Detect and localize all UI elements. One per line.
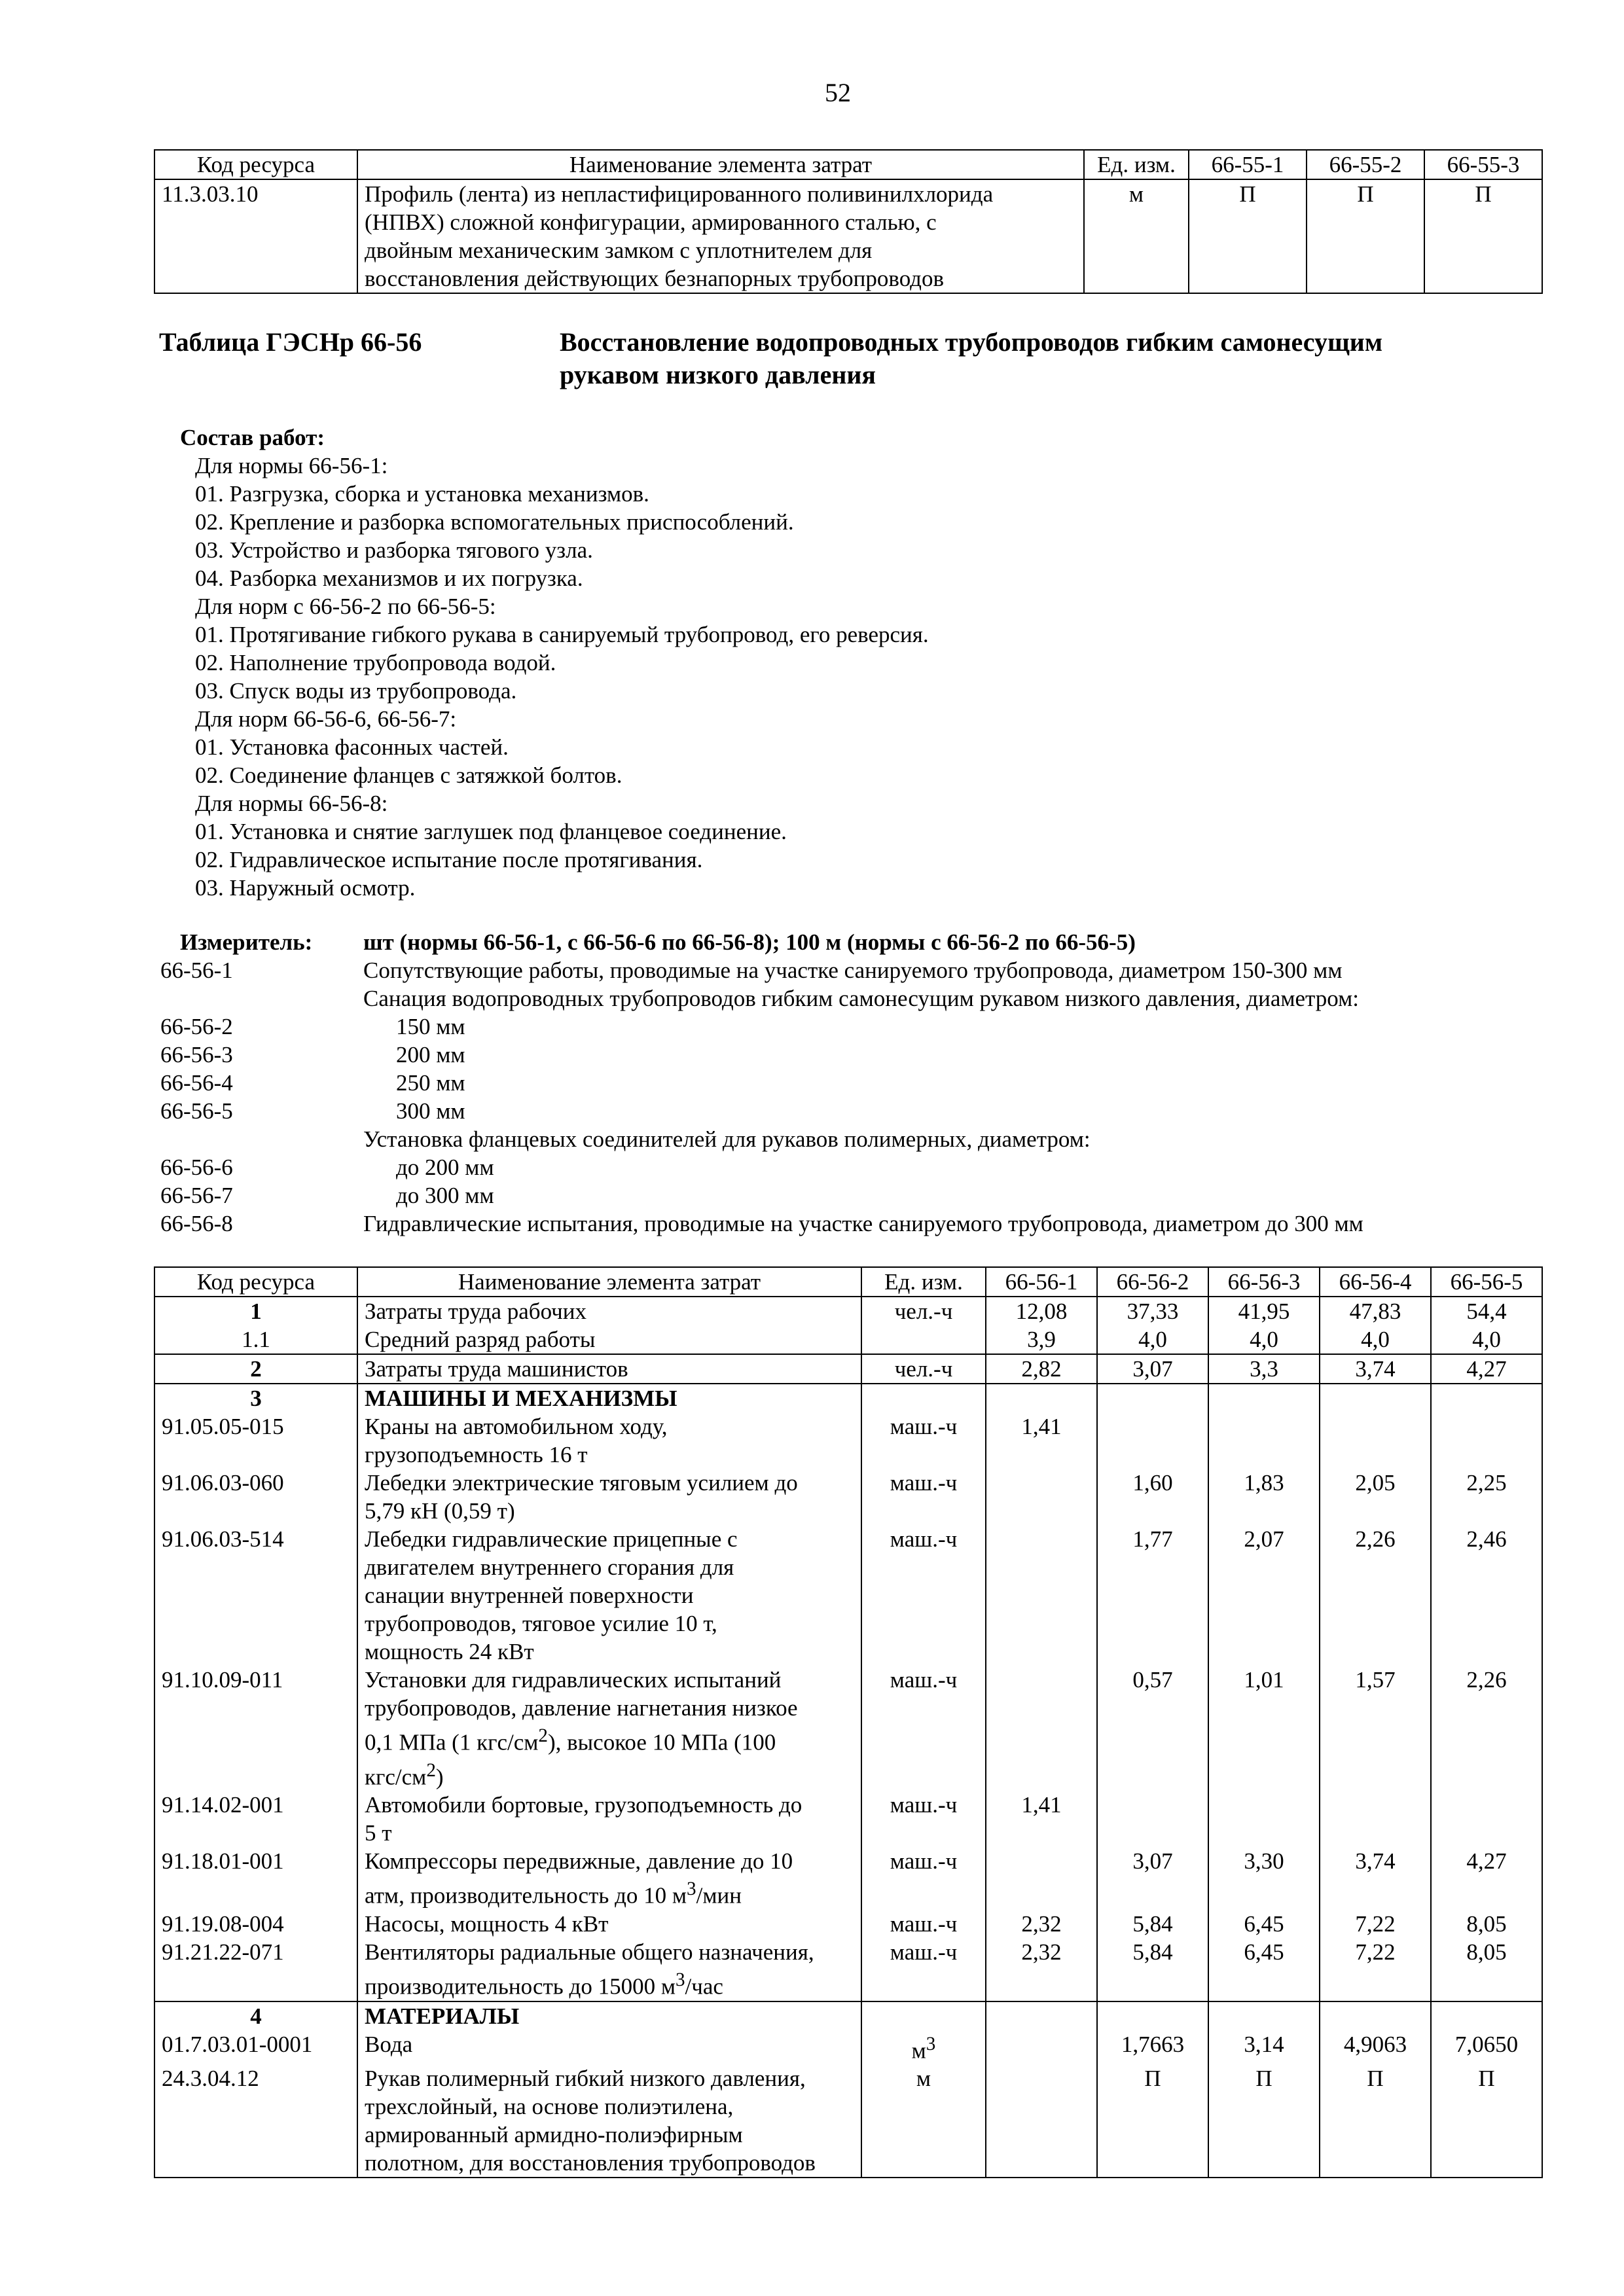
table-cell xyxy=(1208,2001,1320,2030)
table-cell xyxy=(986,1384,1097,1412)
table-cell: 3,30 xyxy=(1208,1847,1320,1910)
table-cell: 0,57 xyxy=(1097,1666,1208,1791)
table-cell: 4,0 xyxy=(1208,1325,1320,1354)
table-row xyxy=(154,2030,1542,2065)
norm-row: 66-56-1 Сопутствующие работы, проводимые на участке санируемого трубопровода, диаметром 150-300 мм xyxy=(160,958,1343,983)
table-cell: 2,82 xyxy=(986,1354,1097,1384)
table-cell: 2,25 xyxy=(1431,1469,1542,1525)
section-row xyxy=(154,1384,1542,1412)
table-cell: 1,77 xyxy=(1097,1525,1208,1666)
table-cell: П xyxy=(1097,2064,1208,2178)
table-cell: 91.06.03-060 xyxy=(154,1469,357,1525)
table-header-row xyxy=(154,1267,1542,1297)
table-cell: П xyxy=(1320,2064,1431,2178)
table-cell: Затраты труда машинистов xyxy=(357,1354,861,1384)
table-cell: 12,08 xyxy=(986,1297,1097,1325)
table-cell: 1,83 xyxy=(1208,1469,1320,1525)
table-cell: маш.-ч xyxy=(861,1910,986,1938)
table-cell: м xyxy=(861,2064,986,2178)
table-cell: 91.21.22-071 xyxy=(154,1938,357,2001)
table-cell: МАТЕРИАЛЫ xyxy=(357,2001,861,2030)
table-cell xyxy=(861,1384,986,1412)
list-item: 01. Протягивание гибкого рукава в санируемый трубопровод, его реверсия. xyxy=(195,622,929,647)
list-item: 03. Спуск воды из трубопровода. xyxy=(195,678,517,704)
table-cell xyxy=(1320,1791,1431,1847)
table-cell: 91.18.01-001 xyxy=(154,1847,357,1910)
table-cell: 1,41 xyxy=(986,1791,1097,1847)
table-cell: 4,0 xyxy=(1431,1325,1542,1354)
table-cell: 47,83 xyxy=(1320,1297,1431,1325)
unit: м xyxy=(1084,179,1189,293)
table-cell: Вода xyxy=(357,2030,861,2065)
work-heading: Состав работ: xyxy=(180,425,325,450)
table-cell xyxy=(861,2001,986,2030)
table-cell: 3 xyxy=(154,1384,357,1412)
table-cell: 1.1 xyxy=(154,1325,357,1354)
table-cell: 1 xyxy=(154,1297,357,1325)
table-cell: 3,07 xyxy=(1097,1354,1208,1384)
table-cell xyxy=(1097,1791,1208,1847)
continuation-table xyxy=(154,149,1543,294)
table-cell xyxy=(986,2030,1097,2065)
table-cell: Лебедки гидравлические прицепные с двигателем внутреннего сгорания для санации внутренней поверхности трубопроводов, тяговое усилие 10 т, мощность 24 кВт xyxy=(357,1525,861,1666)
table-cell: 7,22 xyxy=(1320,1910,1431,1938)
value: П xyxy=(1307,179,1424,293)
table-cell: 4,0 xyxy=(1097,1325,1208,1354)
table-cell xyxy=(1208,1384,1320,1412)
table-cell: 2 xyxy=(154,1354,357,1384)
table-cell: 2,46 xyxy=(1431,1525,1542,1666)
table-cell xyxy=(986,2064,1097,2178)
table-cell: 24.3.04.12 xyxy=(154,2064,357,2178)
table-cell: 1,7663 xyxy=(1097,2030,1208,2065)
header-name: Наименование элемента затрат xyxy=(357,150,1084,179)
table-cell: 01.7.03.01-0001 xyxy=(154,2030,357,2065)
table-cell xyxy=(1320,2001,1431,2030)
table-row xyxy=(154,1938,1542,2001)
list-item: 02. Гидравлическое испытание после протягивания. xyxy=(195,847,703,872)
work-list xyxy=(195,452,929,902)
list-item: 03. Устройство и разборка тягового узла. xyxy=(195,537,593,563)
table-cell: маш.-ч xyxy=(861,1412,986,1469)
norm-row: 66-56-8 Гидравлические испытания, проводимые на участке санируемого трубопровода, диаметром до 300 мм xyxy=(160,1211,1363,1236)
table-cell: маш.-ч xyxy=(861,1525,986,1666)
norm-row: 66-56-6 до 200 мм xyxy=(160,1155,494,1180)
table-cell: 91.10.09-011 xyxy=(154,1666,357,1791)
list-item: 02. Соединение фланцев с затяжкой болтов. xyxy=(195,762,623,788)
table-cell: 4,27 xyxy=(1431,1847,1542,1910)
table-cell xyxy=(861,1325,986,1354)
table-cell: 2,26 xyxy=(1320,1525,1431,1666)
list-item: Для нормы 66-56-8: xyxy=(195,791,388,816)
table-cell xyxy=(1431,1791,1542,1847)
table-cell xyxy=(986,1525,1097,1666)
table-cell: 4,0 xyxy=(1320,1325,1431,1354)
table-cell xyxy=(1208,1791,1320,1847)
norm-row: 66-56-5 300 мм xyxy=(160,1098,465,1124)
table-cell xyxy=(1097,2001,1208,2030)
meter-label: Измеритель: xyxy=(180,929,313,955)
header-col: 66-56-1 xyxy=(986,1267,1097,1297)
norm-row: Санация водопроводных трубопроводов гибким самонесущим рукавом низкого давления, диаметром: xyxy=(363,986,1359,1011)
table-cell: 91.19.08-004 xyxy=(154,1910,357,1938)
header-col: 66-55-3 xyxy=(1424,150,1542,179)
norm-row: 66-56-4 250 мм xyxy=(160,1070,465,1096)
table-cell: 3,9 xyxy=(986,1325,1097,1354)
table-cell: 41,95 xyxy=(1208,1297,1320,1325)
table-title: Восстановление водопроводных трубопроводов гибким самонесущим рукавом низкого давления xyxy=(560,327,1383,389)
table-cell: маш.-ч xyxy=(861,1938,986,2001)
table-cell: 54,4 xyxy=(1431,1297,1542,1325)
table-cell: 8,05 xyxy=(1431,1910,1542,1938)
table-cell: 6,45 xyxy=(1208,1938,1320,2001)
table-row xyxy=(154,1791,1542,1847)
table-cell: П xyxy=(1208,2064,1320,2178)
norm-row: 66-56-7 до 300 мм xyxy=(160,1183,494,1208)
value: П xyxy=(1189,179,1307,293)
table-cell xyxy=(1097,1384,1208,1412)
header-col: 66-55-2 xyxy=(1307,150,1424,179)
table-cell: 4,27 xyxy=(1431,1354,1542,1384)
table-cell: 2,07 xyxy=(1208,1525,1320,1666)
table-cell: маш.-ч xyxy=(861,1847,986,1910)
table-row xyxy=(154,1354,1542,1384)
table-cell xyxy=(1431,2001,1542,2030)
table-cell: 91.14.02-001 xyxy=(154,1791,357,1847)
table-cell xyxy=(1431,1384,1542,1412)
table-cell: 7,22 xyxy=(1320,1938,1431,2001)
section-row xyxy=(154,2001,1542,2030)
table-cell: МАШИНЫ И МЕХАНИЗМЫ xyxy=(357,1384,861,1412)
table-cell: 37,33 xyxy=(1097,1297,1208,1325)
table-cell: 91.05.05-015 xyxy=(154,1412,357,1469)
table-cell: маш.-ч xyxy=(861,1791,986,1847)
header-unit: Ед. изм. xyxy=(1084,150,1189,179)
table-cell: 91.06.03-514 xyxy=(154,1525,357,1666)
header-col: 66-56-4 xyxy=(1320,1267,1431,1297)
table-cell: 2,32 xyxy=(986,1910,1097,1938)
norm-row: 66-56-2 150 мм xyxy=(160,1014,465,1039)
table-cell: Компрессоры передвижные, давление до 10 атм, производительность до 10 $м^3$/мин xyxy=(357,1847,861,1910)
header-code: Код ресурса xyxy=(154,1267,357,1297)
resource-name: Профиль (лента) из непластифицированного поливинилхлорида (НПВХ) сложной конфигурации, армированного сталью, с двойным механическим замком с уплотнителем для восстановления действующих безнапорных трубопроводов xyxy=(357,179,1084,293)
table-cell: Краны на автомобильном ходу, грузоподъемность 16 т xyxy=(357,1412,861,1469)
table-cell: 5,84 xyxy=(1097,1910,1208,1938)
resource-table xyxy=(154,1266,1543,2178)
table-row xyxy=(154,1666,1542,1791)
table-cell xyxy=(1208,1412,1320,1469)
table-cell: $м^3$ xyxy=(861,2030,986,2065)
table-cell xyxy=(986,2001,1097,2030)
table-cell: Затраты труда рабочих xyxy=(357,1297,861,1325)
list-item: Для норм 66-56-6, 66-56-7: xyxy=(195,706,457,732)
table-cell: 1,41 xyxy=(986,1412,1097,1469)
header-col: 66-56-5 xyxy=(1431,1267,1542,1297)
table-cell xyxy=(1097,1412,1208,1469)
table-cell: 6,45 xyxy=(1208,1910,1320,1938)
list-item: 04. Разборка механизмов и их погрузка. xyxy=(195,565,583,591)
norm-list xyxy=(160,956,1542,1238)
table-cell: 1,60 xyxy=(1097,1469,1208,1525)
list-item: 02. Крепление и разборка вспомогательных приспособлений. xyxy=(195,509,794,535)
table-cell: Рукав полимерный гибкий низкого давления, трехслойный, на основе полиэтилена, армированный армидно-полиэфирным полотном, для восстановления трубопроводов xyxy=(357,2064,861,2178)
table-cell: 3,3 xyxy=(1208,1354,1320,1384)
table-cell: 2,26 xyxy=(1431,1666,1542,1791)
table-row xyxy=(154,1910,1542,1938)
table-row xyxy=(154,1325,1542,1354)
header-code: Код ресурса xyxy=(154,150,357,179)
table-header-row xyxy=(154,150,1542,179)
table-cell: 4 xyxy=(154,2001,357,2030)
table-cell: маш.-ч xyxy=(861,1469,986,1525)
list-item: 01. Установка и снятие заглушек под фланцевое соединение. xyxy=(195,819,787,844)
table-cell: чел.-ч xyxy=(861,1297,986,1325)
table-cell: 7,0650 xyxy=(1431,2030,1542,2065)
table-cell xyxy=(1431,1412,1542,1469)
meter-text: шт (нормы 66-56-1, с 66-56-6 по 66-56-8); 100 м (нормы с 66-56-2 по 66-56-5) xyxy=(363,929,1136,955)
table-cell: Вентиляторы радиальные общего назначения, производительность до 15000 $м^3$/час xyxy=(357,1938,861,2001)
table-cell: 5,84 xyxy=(1097,1938,1208,2001)
table-row xyxy=(154,1412,1542,1469)
table-row xyxy=(154,2064,1542,2178)
table-cell xyxy=(986,1666,1097,1791)
table-cell: 2,32 xyxy=(986,1938,1097,2001)
table-cell: маш.-ч xyxy=(861,1666,986,1791)
list-item: 03. Наружный осмотр. xyxy=(195,875,416,901)
table-row xyxy=(154,1525,1542,1666)
norm-row: Установка фланцевых соединителей для рукавов полимерных, диаметром: xyxy=(363,1126,1091,1152)
table-cell: чел.-ч xyxy=(861,1354,986,1384)
table-cell: П xyxy=(1431,2064,1542,2178)
list-item: Для нормы 66-56-1: xyxy=(195,453,388,478)
list-item: 01. Разгрузка, сборка и установка механизмов. xyxy=(195,481,649,507)
value: П xyxy=(1424,179,1542,293)
table-row xyxy=(154,1297,1542,1325)
table-cell: 3,74 xyxy=(1320,1354,1431,1384)
table-row xyxy=(154,1847,1542,1910)
header-col: 66-56-2 xyxy=(1097,1267,1208,1297)
table-cell: 3,14 xyxy=(1208,2030,1320,2065)
list-item: Для норм с 66-56-2 по 66-56-5: xyxy=(195,594,496,619)
table-cell: 8,05 xyxy=(1431,1938,1542,2001)
table-cell: Средний разряд работы xyxy=(357,1325,861,1354)
table-cell xyxy=(986,1847,1097,1910)
table-cell xyxy=(1320,1412,1431,1469)
table-row xyxy=(154,1469,1542,1525)
header-unit: Ед. изм. xyxy=(861,1267,986,1297)
norm-row: 66-56-3 200 мм xyxy=(160,1042,465,1067)
table-cell: Насосы, мощность 4 кВт xyxy=(357,1910,861,1938)
header-col: 66-56-3 xyxy=(1208,1267,1320,1297)
table-row xyxy=(154,179,1542,293)
table-cell: Лебедки электрические тяговым усилием до 5,79 кН (0,59 т) xyxy=(357,1469,861,1525)
header-name: Наименование элемента затрат xyxy=(357,1267,861,1297)
table-cell: 2,05 xyxy=(1320,1469,1431,1525)
table-cell: 1,01 xyxy=(1208,1666,1320,1791)
table-cell: 1,57 xyxy=(1320,1666,1431,1791)
resource-code: 11.3.03.10 xyxy=(154,179,357,293)
table-cell xyxy=(986,1469,1097,1525)
table-cell: 3,74 xyxy=(1320,1847,1431,1910)
table-cell: Установки для гидравлических испытаний трубопроводов, давление нагнетания низкое 0,1 МПа (1 кгс/$см^2$), высокое 10 МПа (100 кгс/$см^2$) xyxy=(357,1666,861,1791)
header-col: 66-55-1 xyxy=(1189,150,1307,179)
table-cell xyxy=(1320,1384,1431,1412)
list-item: 01. Установка фасонных частей. xyxy=(195,734,509,760)
table-cell: Автомобили бортовые, грузоподъемность до 5 т xyxy=(357,1791,861,1847)
page-number: 52 xyxy=(825,78,851,107)
table-label: Таблица ГЭСНр 66-56 xyxy=(159,327,422,357)
table-cell: 4,9063 xyxy=(1320,2030,1431,2065)
list-item: 02. Наполнение трубопровода водой. xyxy=(195,650,556,675)
table-cell: 3,07 xyxy=(1097,1847,1208,1910)
